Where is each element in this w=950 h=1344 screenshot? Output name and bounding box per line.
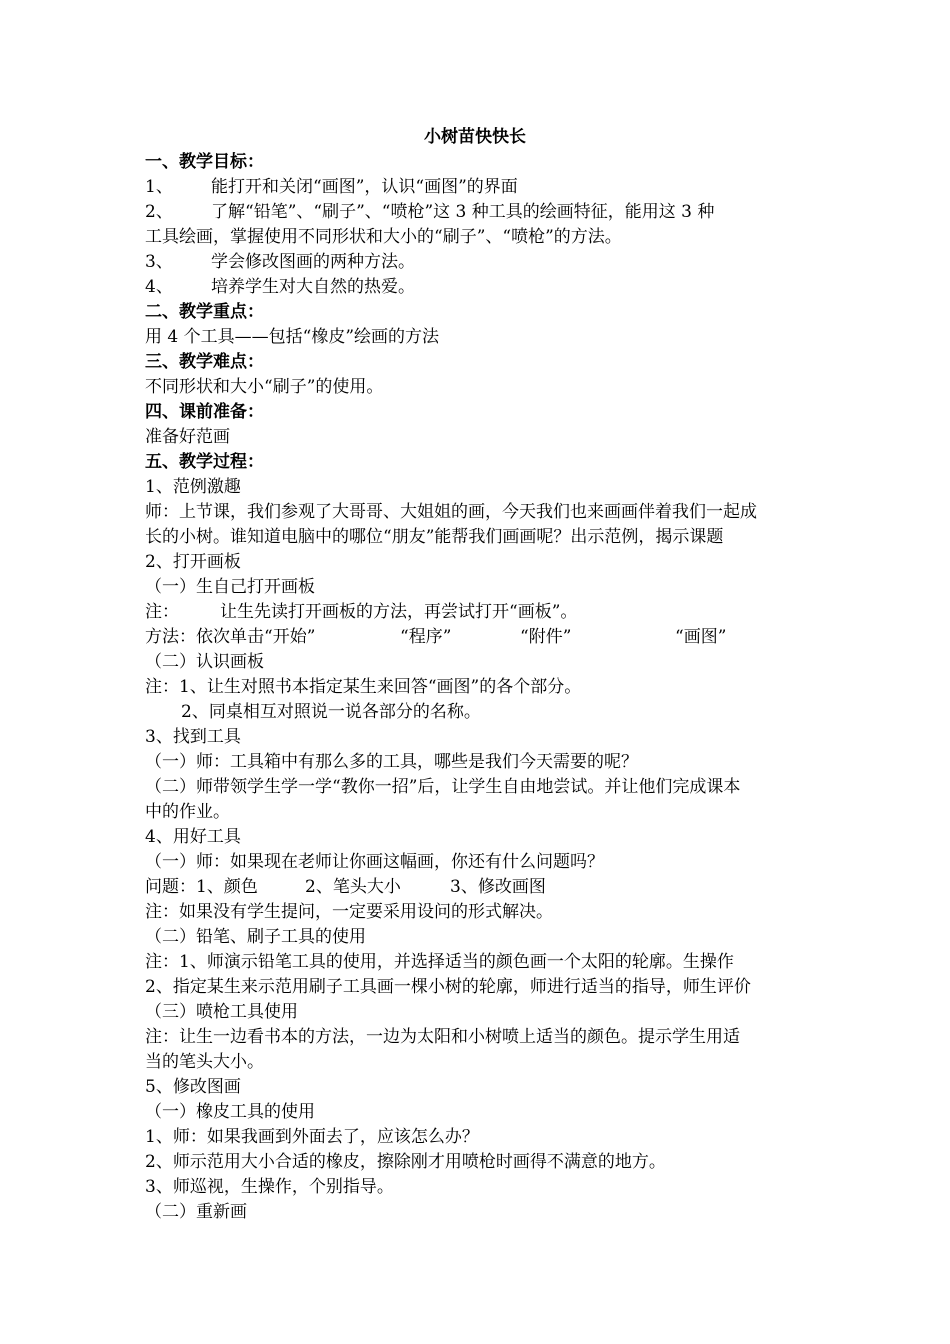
- process-line: 1、师：如果我画到外面去了，应该怎么办？: [145, 1127, 479, 1147]
- goal-text: 能打开和关闭“画图”，认识“画图”的界面: [211, 177, 518, 197]
- process-line: （二）铅笔、刷子工具的使用: [145, 927, 366, 947]
- section-heading-difficulty: 三、教学难点：: [145, 352, 264, 372]
- goal-text: 学会修改图画的两种方法。: [211, 252, 415, 272]
- process-line: 注：让生一边看书本的方法，一边为太阳和小树喷上适当的颜色。提示学生用适: [145, 1027, 740, 1047]
- process-line: （一）橡皮工具的使用: [145, 1102, 315, 1122]
- process-line: 长的小树。谁知道电脑中的哪位“朋友”能帮我们画画呢？出示范例，揭示课题: [145, 527, 724, 547]
- process-line: 5、修改图画: [145, 1077, 241, 1097]
- goal-text: 了解“铅笔”、“刷子”、“喷枪”这 3 种工具的绘画特征，能用这 3 种: [211, 202, 715, 222]
- goal-number: 2、: [145, 202, 173, 222]
- process-line: 注：如果没有学生提问，一定要采用设问的形式解决。: [145, 902, 553, 922]
- process-line: 2、指定某生来示范用刷子工具画一棵小树的轮廓，师进行适当的指导，师生评价: [145, 977, 751, 997]
- document-title: 小树苗快快长: [424, 127, 526, 147]
- goal-item-2: [145, 202, 714, 224]
- difficulty-text: 不同形状和大小“刷子”的使用。: [145, 377, 384, 397]
- process-line: （一）师：工具箱中有那么多的工具，哪些是我们今天需要的呢？: [145, 752, 638, 772]
- goal-number: 3、: [145, 252, 173, 272]
- note-open-board: [145, 602, 577, 624]
- process-line: （三）喷枪工具使用: [145, 1002, 298, 1022]
- process-line: （一）师：如果现在老师让你画这幅画，你还有什么问题吗？: [145, 852, 604, 872]
- goal-item-2-continued: 工具绘画，掌握使用不同形状和大小的“刷子”、“喷枪”的方法。: [145, 227, 622, 247]
- process-line: 3、找到工具: [145, 727, 241, 747]
- goal-text: 培养学生对大自然的热爱。: [211, 277, 415, 297]
- goal-number: 4、: [145, 277, 173, 297]
- goal-item-1: [145, 177, 518, 199]
- process-line: 注：1、让生对照书本指定某生来回答“画图”的各个部分。: [145, 677, 582, 697]
- process-line: （二）重新画: [145, 1202, 247, 1222]
- question-2: 2、笔头大小: [305, 877, 401, 897]
- process-line: 4、用好工具: [145, 827, 241, 847]
- section-heading-focus: 二、教学重点：: [145, 302, 264, 322]
- goal-number: 1、: [145, 177, 173, 197]
- process-line: 中的作业。: [145, 802, 230, 822]
- process-line: 注：1、师演示铅笔工具的使用，并选择适当的颜色画一个太阳的轮廓。生操作: [145, 952, 734, 972]
- process-line: （二）认识画板: [145, 652, 264, 672]
- focus-text: 用 4 个工具——包括“橡皮”绘画的方法: [145, 327, 440, 347]
- process-line: 师：上节课，我们参观了大哥哥、大姐姐的画，今天我们也来画画伴着我们一起成: [145, 502, 757, 522]
- question-3: 3、修改画图: [450, 877, 546, 897]
- section-heading-preparation: 四、课前准备：: [145, 402, 264, 422]
- process-line: （二）师带领学生学一学“教你一招”后，让学生自由地尝试。并让他们完成课本: [145, 777, 741, 797]
- method-line: [145, 627, 726, 649]
- note-prefix: 注：: [145, 602, 179, 622]
- questions-line: [145, 877, 546, 899]
- process-line: 当的笔头大小。: [145, 1052, 264, 1072]
- goal-item-4: [145, 277, 415, 299]
- process-line: （一）生自己打开画板: [145, 577, 315, 597]
- section-heading-process: 五、教学过程：: [145, 452, 264, 472]
- question-1: 问题：1、颜色: [145, 877, 258, 897]
- goal-item-3: [145, 252, 415, 274]
- process-line: 2、打开画板: [145, 552, 241, 572]
- process-line: 3、师巡视，生操作，个别指导。: [145, 1177, 394, 1197]
- method-step-paint: “画图”: [675, 627, 727, 647]
- note-text: 让生先读打开画板的方法，再尝试打开“画板”。: [220, 602, 578, 622]
- method-prefix: 方法：依次单击“开始”: [145, 627, 316, 647]
- preparation-text: 准备好范画: [145, 427, 230, 447]
- process-line: 1、范例激趣: [145, 477, 241, 497]
- section-heading-goals: 一、教学目标：: [145, 152, 264, 172]
- process-line: 2、师示范用大小合适的橡皮，擦除刚才用喷枪时画得不满意的地方。: [145, 1152, 666, 1172]
- method-step-programs: “程序”: [400, 627, 452, 647]
- process-line: 2、同桌相互对照说一说各部分的名称。: [181, 702, 481, 722]
- method-step-accessories: “附件”: [520, 627, 572, 647]
